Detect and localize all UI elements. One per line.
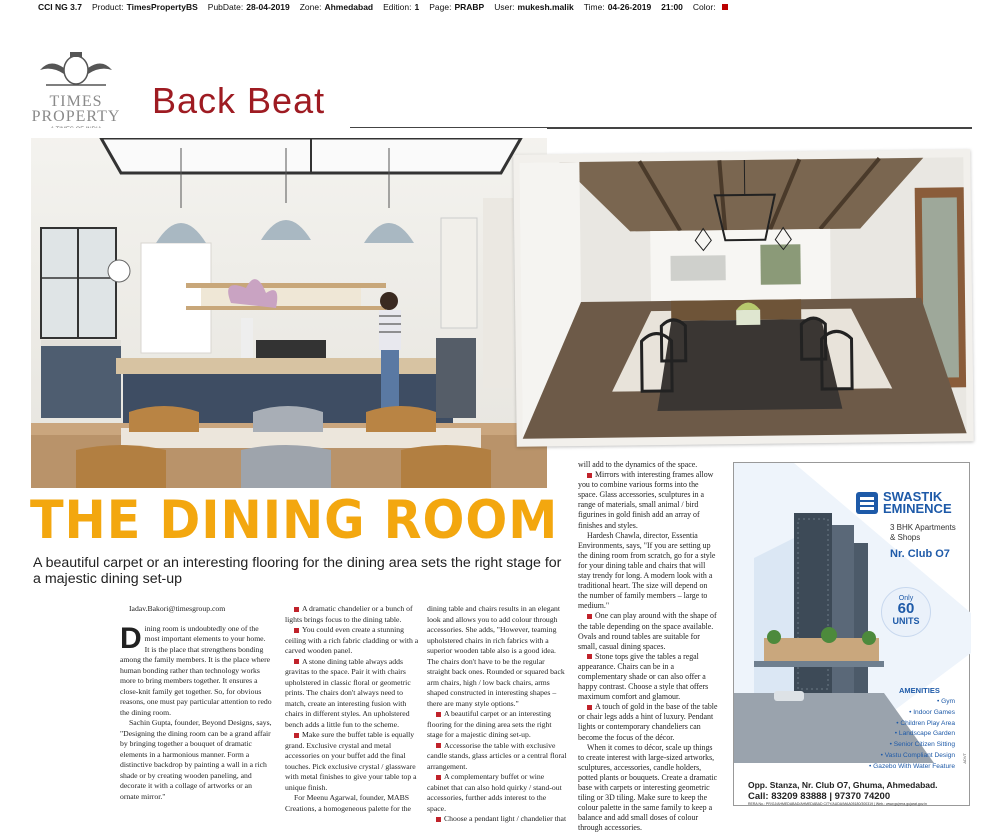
- byline: Iadav.Bakori@timesgroup.com: [120, 604, 272, 615]
- article-para: dining table and chairs results in an elegant look and allows you to add colour through accessories. She adds, "However, teaming upholstered chairs in rich fabrics with a superior wooden table also is a good idea. The chairs don't have to be the regular straight back ones. Rounded or squared back arm chairs, high / low back chairs, arms shaped constructed in interesting shapes – there are many style options.": [427, 604, 567, 709]
- amenity-item: • Vastu Compliant Design: [869, 751, 955, 762]
- bullet-icon: [294, 628, 299, 633]
- bullet-icon: [294, 659, 299, 664]
- amenity-item: • Indoor Games: [869, 708, 955, 719]
- meta-product-label: Product:: [92, 2, 124, 15]
- dining-photo: [513, 149, 974, 447]
- bullet-icon: [587, 473, 592, 478]
- section-title: Back Beat: [152, 80, 325, 122]
- amenity-item: • Landscape Garden: [869, 729, 955, 740]
- article-para: When it comes to décor, scale up things to create interest with large-sized artworks, sculptures, accessories, candle holders, potted plants or bouquets. Create a dramatic base with carpets or interesting geometric tiling or 3D tiling. Make sure to keep the colour palette in the same family to keep a balance and add small doses of colour through accessories.: [578, 743, 718, 833]
- bullet-icon: [294, 607, 299, 612]
- bullet-para: [578, 470, 718, 531]
- units-only: Only: [882, 595, 930, 602]
- bullet-text: Make sure the buffet table is equally grand. Exclusive crystal and metal accessories on your buffet add the final touches. Pick exclusive crystal / glassware with metal finishes to give your table top a unique finish.: [285, 730, 417, 792]
- bullet-para: [427, 709, 567, 741]
- bullet-icon: [436, 743, 441, 748]
- meta-color-label: Color:: [693, 2, 716, 15]
- article-column-2: [285, 604, 425, 814]
- deck: A beautiful carpet or an interesting flooring for the dining area sets the right stage for a majestic dining set-up: [33, 555, 563, 587]
- bullet-icon: [587, 705, 592, 710]
- ad-brand: [856, 491, 952, 515]
- bullet-para: [427, 741, 567, 773]
- meta-edition: 1: [414, 2, 419, 15]
- meta-time-label: Time:: [584, 2, 605, 15]
- article-para: Sachin Gupta, founder, Beyond Designs, says, "Designing the dining room can be a grand affair by bringing together a bouquet of dramatic elements in a harmonious manner. Form a distinctive backdrop by painting a wall in a rich shade or by creating wooden paneling, and decorate it with a collage of artworks or an ornate mirror.": [120, 718, 272, 802]
- article-column-3: [427, 604, 567, 825]
- amenities-title: AMENITIES: [899, 686, 940, 695]
- bullet-text: Accessorise the table with exclusive candle stands, glass articles or a central floral arrangement.: [427, 741, 567, 771]
- bullet-text: Stone tops give the tables a regal appearance. Chairs can be in a complementary shade or can also offer a happy contrast. Choose a style that offers maximum comfort and glamour.: [578, 652, 708, 701]
- swastik-eminence-ad: [733, 462, 970, 806]
- ad-location: Nr. Club O7: [890, 548, 950, 560]
- bullet-text: A complementary buffet or wine cabinet that can also hold quirky / stand-out accessories, further adds interest to the space.: [427, 772, 562, 813]
- meta-zone: Ahmedabad: [324, 2, 373, 15]
- article-para: Hardesh Chawla, director, Essentia Environments, says, "If you are setting up the dining room from scratch, go for a style for your dining table and chairs that will stay trendy for long. A modern look with a traditional heart. The size will depend on the number of family members – large to medium.": [578, 531, 718, 612]
- ad-rera: RERA No.: PR/GJ/AHMEDABAD/AHMEDABAD CITY/AUDA/MAA05180/300319 | Web.: www.gujrera.gujarat.gov.in: [748, 802, 927, 806]
- bullet-icon: [436, 775, 441, 780]
- bullet-text: A touch of gold in the base of the table or chair legs adds a hint of luxury. Pendant lights or contemporary chandeliers can become the focus of the décor.: [578, 702, 718, 741]
- kitchen-illustration: [31, 128, 547, 488]
- article-para-text: ining room is undoubtedly one of the most important elements to your home. It is the place that strengthens bonding among the family members. It is the place where human bonding rather than technology works more to bring members together. It ensures a close-knit family get together. So, for obvious reasons, one must pay particular attention to redo the dining room.: [120, 624, 272, 717]
- bullet-text: A beautiful carpet or an interesting flooring for the dining area sets the right stage for a majestic dining set-up.: [427, 709, 551, 739]
- logo-times: TIMES: [28, 94, 124, 109]
- ad-vertical-tag: ADVT: [962, 753, 967, 764]
- amenity-item: • Gazebo With Water Feature: [869, 762, 955, 773]
- article-column-1: [120, 604, 272, 802]
- bullet-para: [427, 814, 567, 825]
- meta-page-label: Page:: [429, 2, 451, 15]
- ad-brand-1: SWASTIK: [883, 491, 952, 503]
- ad-address: Opp. Stanza, Nr. Club O7, Ghuma, Ahmedabad.: [748, 780, 938, 790]
- bullet-para: [285, 604, 425, 625]
- bullet-para: [578, 652, 718, 702]
- ad-brand-2: EMINENCE: [883, 503, 952, 515]
- ad-type: [890, 523, 956, 543]
- bullet-para: [578, 611, 718, 651]
- amenity-item: • Gym: [869, 697, 955, 708]
- bullet-text: Choose a pendant light / chandelier that: [444, 814, 566, 823]
- meta-time: 21:00: [661, 2, 683, 15]
- ad-type-1: 3 BHK Apartments: [890, 523, 956, 533]
- amenities-list: [869, 697, 955, 773]
- bullet-icon: [294, 733, 299, 738]
- swastik-logo-icon: [856, 492, 878, 514]
- bullet-para: [427, 772, 567, 814]
- meta-product: TimesPropertyBS: [127, 2, 198, 15]
- kitchen-photo: [31, 128, 547, 488]
- production-meta-bar: [0, 0, 1000, 15]
- meta-user-label: User:: [494, 2, 514, 15]
- bullet-text: A stone dining table always adds gravitas to the space. Pair it with chairs upholstered in classic floral or geometric prints. The chairs don't always need to match, create an interesting fusion with chairs in different styles. An upholstered bench adds a little fun to the scheme.: [285, 657, 411, 729]
- color-mark-icon: [722, 4, 728, 10]
- bullet-icon: [587, 614, 592, 619]
- bullet-icon: [436, 817, 441, 822]
- meta-date: 04-26-2019: [608, 2, 651, 15]
- units-word: UNITS: [882, 616, 930, 626]
- meta-pubdate-label: PubDate:: [208, 2, 243, 15]
- ad-units-badge: [881, 587, 931, 637]
- meta-user: mukesh.malik: [518, 2, 574, 15]
- ad-phone: Call: 83209 83888 | 97370 74200: [748, 791, 890, 802]
- logo-property: PROPERTY: [28, 109, 124, 124]
- amenity-item: • Children Play Area: [869, 719, 955, 730]
- meta-zone-label: Zone:: [300, 2, 322, 15]
- ad-type-2: & Shops: [890, 533, 956, 543]
- bullet-icon: [436, 712, 441, 717]
- bullet-text: One can play around with the shape of the table depending on the space available. Ovals and round tables are suitable for small, casual dining spaces.: [578, 611, 717, 650]
- article-para: will add to the dynamics of the space.: [578, 460, 718, 470]
- meta-ccing: CCI NG 3.7: [38, 2, 82, 15]
- meta-edition-label: Edition:: [383, 2, 411, 15]
- bullet-icon: [587, 654, 592, 659]
- bullet-para: [285, 730, 425, 793]
- meta-page: PRABP: [454, 2, 484, 15]
- dining-illustration: [519, 157, 966, 438]
- units-number: 60: [882, 602, 930, 616]
- article-column-4: [578, 460, 718, 833]
- article-para: For Meenu Agarwal, founder, MABS Creations, a homogeneous palette for the: [285, 793, 425, 814]
- bullet-text: Mirrors with interesting frames allow you to combine various forms into the space. Glass accessories, sculptures in a range of materials, small animal / bird figurines in gold finish add an array of finishes and styles.: [578, 470, 713, 529]
- article-para: [120, 624, 272, 719]
- bullet-text: A dramatic chandelier or a bunch of lights brings focus to the dining table.: [285, 604, 413, 624]
- crest-icon: [36, 48, 116, 88]
- bullet-para: [285, 657, 425, 731]
- amenity-item: • Senior Citizen Sitting: [869, 740, 955, 751]
- bullet-para: [578, 702, 718, 742]
- drop-cap: D: [120, 626, 142, 652]
- bullet-text: You could even create a stunning ceiling with a rich fabric cladding or with a carved wooden panel.: [285, 625, 418, 655]
- bullet-para: [285, 625, 425, 657]
- meta-pubdate: 28-04-2019: [246, 2, 289, 15]
- headline: THE DINING ROOM: [30, 490, 558, 551]
